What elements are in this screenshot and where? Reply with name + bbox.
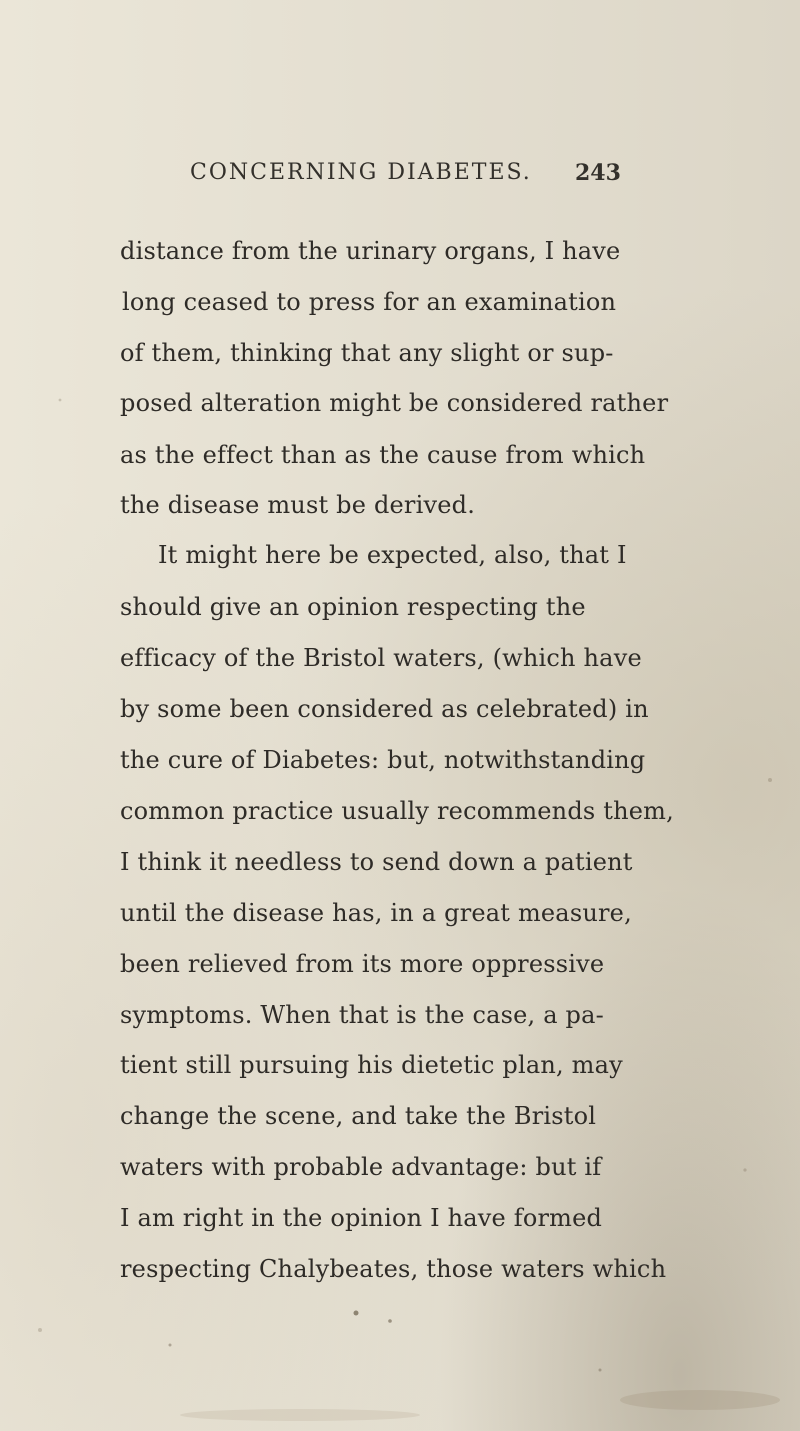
running-head-title: CONCERNING DIABETES. xyxy=(190,160,532,185)
text-line-16: symptoms. When that is the case, a pa- xyxy=(120,1001,604,1029)
text-line-4: posed alteration might be considered rather xyxy=(120,389,669,417)
page-number: 243 xyxy=(575,160,621,186)
text-line-1: distance from the urinary organs, I have xyxy=(120,237,621,265)
text-line-13: I think it needless to send down a patient xyxy=(120,848,633,876)
text-line-18: change the scene, and take the Bristol xyxy=(120,1102,597,1130)
text-line-10: by some been considered as celebrated) in xyxy=(120,695,649,723)
text-line-17: tient still pursuing his dietetic plan, may xyxy=(120,1051,623,1079)
text-line-11: the cure of Diabetes: but, notwithstanding xyxy=(120,746,646,774)
running-head xyxy=(190,160,640,200)
text-line-20: I am right in the opinion I have formed xyxy=(120,1204,603,1232)
text-line-9: efficacy of the Bristol waters, (which have xyxy=(120,644,642,672)
text-line-6: the disease must be derived. xyxy=(120,491,476,519)
text-line-14: until the disease has, in a great measure, xyxy=(120,899,632,927)
text-line-3: of them, thinking that any slight or sup- xyxy=(120,339,614,367)
text-line-19: waters with probable advantage: but if xyxy=(120,1153,602,1181)
text-line-15: been relieved from its more oppressive xyxy=(120,950,605,978)
text-line-7: It might here be expected, also, that I xyxy=(158,541,627,569)
text-line-8: should give an opinion respecting the xyxy=(120,593,586,621)
text-line-5: as the effect than as the cause from which xyxy=(120,441,646,469)
text-line-21: respecting Chalybeates, those waters which xyxy=(120,1255,667,1283)
text-line-2: long ceased to press for an examination xyxy=(122,288,617,316)
text-line-12: common practice usually recommends them, xyxy=(120,797,674,825)
